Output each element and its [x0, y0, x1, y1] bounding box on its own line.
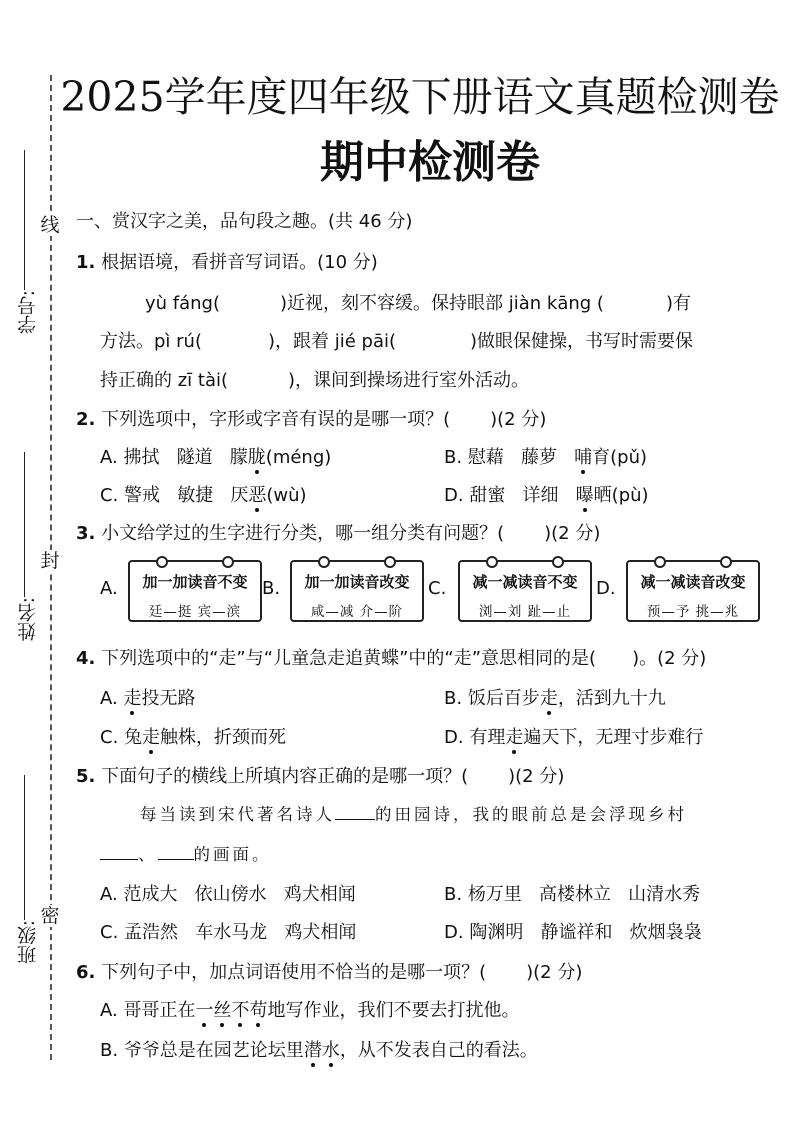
question-text: 下列选项中，字形或字音有误的是哪一项？(	[101, 409, 451, 430]
option-card-d[interactable]	[626, 560, 760, 622]
question-5-option-b	[444, 880, 700, 906]
option-letter: A.	[100, 688, 118, 709]
card-body: 浏—刘 趾—止	[478, 604, 572, 620]
option-letter: C.	[100, 922, 119, 943]
card-body: 廷—挺 宾—滨	[148, 604, 242, 620]
question-text: 下列句子中，加点词语使用不恰当的是哪一项？(	[101, 962, 487, 983]
question-number: 2.	[76, 409, 96, 430]
dotted-char: 丝	[213, 1000, 232, 1021]
student-no-field	[10, 150, 39, 335]
question-4-option-d	[444, 723, 703, 749]
question-2-option-a	[100, 443, 331, 469]
question-2-option-c	[100, 481, 307, 507]
question-4-option-b	[444, 684, 666, 710]
option-letter: A.	[100, 1000, 118, 1021]
dotted-char: 潜	[303, 1040, 322, 1061]
card-hook-icon	[222, 556, 234, 568]
card-hook-icon	[486, 556, 498, 568]
question-text: 根据语境，看拼音写词语。(10 分)	[101, 252, 378, 273]
option-letter: B.	[444, 688, 463, 709]
text-span: )做眼保健操，书写时需要保	[470, 331, 694, 352]
question-score: )(2 分)	[490, 409, 547, 430]
option-card-a[interactable]	[128, 560, 262, 622]
option-letter: D.	[596, 578, 616, 599]
dotted-char: 一	[195, 1000, 214, 1021]
question-5-option-c	[100, 918, 356, 944]
option-card-b[interactable]	[290, 560, 424, 622]
option-word: 甜蜜	[469, 485, 506, 506]
dotted-char: 恶	[248, 485, 267, 506]
option-word: 高楼林立	[538, 884, 611, 905]
option-letter: B.	[444, 447, 463, 468]
question-1-line-3	[100, 366, 529, 392]
dotted-char: 水	[321, 1040, 340, 1061]
option-letter: D.	[444, 922, 464, 943]
option-letter: A.	[100, 578, 118, 599]
card-heading: 加一加读音改变	[304, 573, 410, 591]
question-4-option-a	[100, 684, 195, 710]
question-6-option-a	[100, 996, 519, 1022]
question-1-line-1	[145, 289, 691, 315]
question-4-stem	[76, 644, 706, 670]
option-letter: D.	[444, 727, 464, 748]
option-text: 触株，折颈而死	[160, 727, 287, 748]
fill-line[interactable]	[335, 805, 375, 820]
option-letter: B.	[100, 1040, 119, 1061]
card-body: 预—予 挑—兆	[646, 604, 740, 620]
option-word: 拂拭	[123, 447, 160, 468]
question-text: 小文给学过的生字进行分类，哪一组分类有问题？(	[101, 523, 505, 544]
option-letter: A.	[100, 884, 118, 905]
option-letter: B.	[262, 578, 281, 599]
question-text: 下面句子的横线上所填内容正确的是哪一项？(	[101, 766, 469, 787]
question-5-option-d	[444, 918, 702, 944]
option-word: 鸡犬相闻	[283, 884, 356, 905]
option-word: 鸡犬相闻	[284, 922, 357, 943]
card-hook-icon	[156, 556, 168, 568]
dotted-char: 走	[505, 727, 524, 748]
dotted-char: 走	[142, 727, 161, 748]
option-letter: A.	[100, 447, 118, 468]
option-pinyin: (méng)	[265, 447, 332, 468]
name-label: 姓名:	[17, 597, 39, 642]
question-number: 3.	[76, 523, 96, 544]
sentence-text: 、	[138, 845, 158, 864]
text-span: )，跟着 jié pāi(	[267, 331, 397, 352]
dotted-char: 苟	[249, 1000, 268, 1021]
card-hook-icon	[720, 556, 732, 568]
option-word: 详细	[522, 485, 559, 506]
student-no-label: 学号:	[17, 290, 39, 335]
question-score: )(2 分)	[544, 523, 601, 544]
text-span: 持正确的 zī tài(	[100, 370, 229, 391]
sentence-text: 的画面。	[193, 845, 272, 864]
page-subtitle: 期中检测卷	[320, 137, 540, 188]
option-word: 陶渊明	[469, 922, 524, 943]
text-span: yù fáng(	[145, 293, 221, 314]
card-heading: 减一减读音不变	[472, 573, 578, 591]
option-text: ，活到九十九	[557, 688, 666, 709]
page-title: 2025学年度四年级下册语文真题检测卷	[60, 73, 780, 121]
option-word: 杨万里	[467, 884, 522, 905]
option-word: 山清水秀	[628, 884, 701, 905]
class-label: 班级:	[17, 920, 39, 965]
option-text: 地写作业，我们不要去打扰他。	[267, 1000, 520, 1021]
option-card-c[interactable]	[458, 560, 592, 622]
card-hook-icon	[384, 556, 396, 568]
card-hook-icon	[552, 556, 564, 568]
option-word: 孟浩然	[124, 922, 179, 943]
question-text: 下列选项中的“走”与“儿童急走追黄蝶”中的“走”意思相同的是(	[101, 648, 597, 669]
seal-char-mi: 密	[36, 905, 64, 927]
dotted-char: 走	[123, 688, 142, 709]
option-pinyin: 育(pǔ)	[592, 447, 648, 468]
question-number: 6.	[76, 962, 96, 983]
class-blank	[24, 775, 25, 920]
option-text: 投无路	[141, 688, 196, 709]
option-word: 厌	[230, 485, 249, 506]
seal-char-feng: 封	[36, 550, 64, 572]
student-no-blank	[24, 150, 25, 290]
question-3-options	[100, 560, 760, 620]
question-3-stem	[76, 519, 600, 545]
option-text: 遍天下，无理寸步难行	[523, 727, 704, 748]
dotted-char: 走	[539, 688, 558, 709]
option-text: 兔	[124, 727, 143, 748]
name-blank	[24, 452, 25, 597]
option-letter: C.	[100, 485, 119, 506]
question-number: 5.	[76, 766, 96, 787]
question-number: 1.	[76, 252, 96, 273]
option-word: 敏捷	[177, 485, 214, 506]
question-6-stem	[76, 958, 582, 984]
question-score: )(2 分)	[526, 962, 583, 983]
option-text: ，从不发表自己的看法。	[339, 1040, 538, 1061]
question-5-sentence-line-2	[100, 841, 272, 865]
option-word: 依山傍水	[194, 884, 267, 905]
question-5-option-a	[100, 880, 356, 906]
question-1-line-2	[100, 327, 693, 353]
card-hook-icon	[654, 556, 666, 568]
option-letter: B.	[444, 884, 463, 905]
fill-line[interactable]	[158, 845, 194, 860]
dotted-char: 胧	[247, 447, 266, 468]
dotted-char: 哺	[574, 447, 593, 468]
card-heading: 减一减读音改变	[640, 573, 746, 591]
fill-line[interactable]	[100, 845, 138, 860]
question-1-stem	[76, 248, 378, 274]
section-heading: 一、赏汉字之美，品句段之趣。(共 46 分)	[76, 211, 413, 232]
card-body: 咸—减 介—阶	[310, 604, 404, 620]
option-word: 车水马龙	[195, 922, 268, 943]
sentence-text: 每当读到宋代著名诗人	[140, 805, 335, 824]
option-text: 饭后百步	[467, 688, 540, 709]
text-span: )，课间到操场进行室外活动。	[288, 370, 530, 391]
option-word: 朦	[229, 447, 248, 468]
question-6-option-b	[100, 1036, 538, 1062]
option-pinyin: 晒(pù)	[593, 485, 649, 506]
question-2-option-d	[444, 481, 649, 507]
option-text: 哥哥正在	[123, 1000, 196, 1021]
option-word: 隧道	[176, 447, 213, 468]
text-span: )有	[665, 293, 691, 314]
option-pinyin: (wù)	[266, 485, 307, 506]
option-word: 静谧祥和	[540, 922, 613, 943]
question-2-stem	[76, 405, 546, 431]
class-field	[10, 775, 39, 965]
option-text: 爷爷总是在园艺论坛里	[123, 1040, 304, 1061]
dotted-char: 曝	[575, 485, 594, 506]
question-2-option-b	[444, 443, 647, 469]
card-hook-icon	[318, 556, 330, 568]
option-word: 炊烟袅袅	[629, 922, 702, 943]
seal-char-xian: 线	[36, 214, 64, 236]
name-field	[10, 452, 39, 642]
dotted-char: 不	[231, 1000, 250, 1021]
option-word: 范成大	[123, 884, 178, 905]
option-word: 慰藉	[467, 447, 504, 468]
card-heading: 加一加读音不变	[142, 573, 248, 591]
sentence-text: 的田园诗，我的眼前总是会浮现乡村	[375, 805, 687, 824]
question-number: 4.	[76, 648, 96, 669]
text-span: )近视，刻不容缓。保持眼部 jiàn kāng (	[280, 293, 604, 314]
question-5-stem	[76, 762, 564, 788]
option-word: 警戒	[124, 485, 161, 506]
question-score: )。(2 分)	[632, 648, 707, 669]
question-5-sentence-line-1	[140, 801, 687, 825]
option-text: 有理	[469, 727, 506, 748]
option-letter: D.	[444, 485, 464, 506]
text-span: 方法。pì rú(	[100, 331, 202, 352]
option-word: 藤萝	[520, 447, 557, 468]
question-score: )(2 分)	[508, 766, 565, 787]
option-letter: C.	[100, 727, 119, 748]
question-4-option-c	[100, 723, 286, 749]
option-letter: C.	[428, 578, 447, 599]
